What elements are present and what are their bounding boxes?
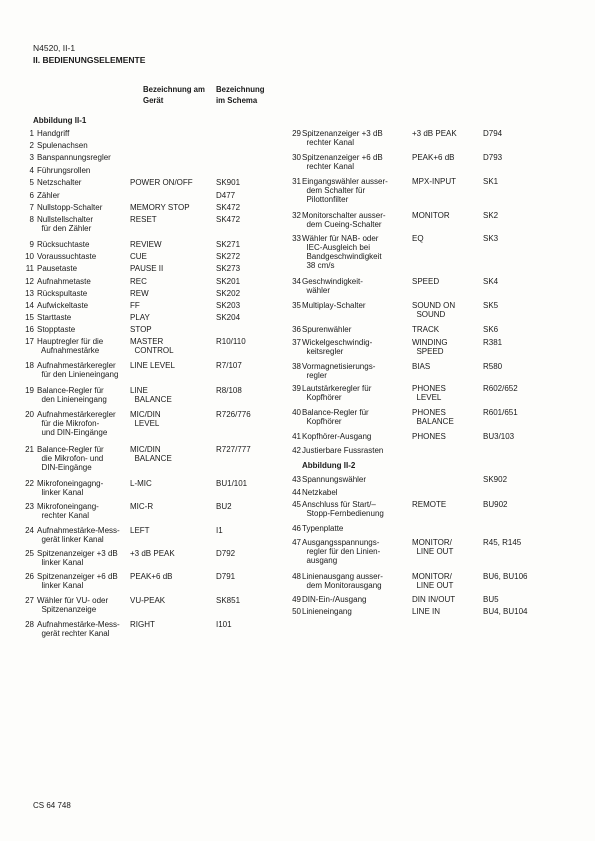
- item-device-label: MPX-INPUT: [412, 177, 456, 186]
- item-schema-label: R7/107: [216, 361, 242, 370]
- item-schema-label: SK5: [483, 301, 499, 310]
- column-header-device: Bezeichnung am Gerät: [143, 85, 205, 105]
- item-number: 1: [29, 129, 34, 138]
- item-description: Vormagnetisierungs- regler: [302, 362, 376, 380]
- item-description: Wickelgeschwindig- keitsregler: [302, 338, 373, 356]
- section-heading-figure-1: Abbildung II-1: [33, 116, 87, 125]
- item-schema-label: I101: [216, 620, 232, 629]
- item-description: DIN-Ein-/Ausgang: [302, 595, 367, 604]
- item-number: 33: [292, 234, 301, 243]
- item-description: Balance-Regler für Kopfhörer: [302, 408, 369, 426]
- item-number: 13: [25, 289, 34, 298]
- item-device-label: MIC/DIN LEVEL: [130, 410, 161, 428]
- item-description: Spurenwähler: [302, 325, 352, 334]
- item-description: Anschluss für Start/– Stopp-Fernbedienung: [302, 500, 384, 518]
- item-device-label: L-MIC: [130, 479, 152, 488]
- item-device-label: +3 dB PEAK: [130, 549, 175, 558]
- item-number: 4: [29, 166, 34, 175]
- item-schema-label: SK272: [216, 252, 241, 261]
- item-description: Wähler für NAB- oder IEC-Ausgleich bei Bandgeschwindigkeit 38 cm/s: [302, 234, 382, 270]
- item-device-label: EQ: [412, 234, 424, 243]
- item-schema-label: R8/108: [216, 386, 242, 395]
- item-schema-label: BU1/101: [216, 479, 248, 488]
- item-device-label: BIAS: [412, 362, 431, 371]
- item-number: 43: [292, 475, 301, 484]
- item-description: Aufnahmestärke-Mess- gerät rechter Kanal: [37, 620, 120, 638]
- item-description: Eingangswähler ausser- dem Schalter für Pilottonfilter: [302, 177, 388, 204]
- item-schema-label: SK3: [483, 234, 499, 243]
- item-description: Nullstellschalter für den Zähler: [37, 215, 94, 233]
- item-description: Aufnahmetaste: [37, 277, 91, 286]
- item-device-label: REMOTE: [412, 500, 447, 509]
- item-description: Nullstopp-Schalter: [37, 203, 103, 212]
- item-number: 12: [25, 277, 34, 286]
- item-number: 29: [292, 129, 301, 138]
- section-heading-figure-2: Abbildung II-2: [302, 461, 356, 470]
- item-description: Kopfhörer-Ausgang: [302, 432, 372, 441]
- item-number: 38: [292, 362, 301, 371]
- item-device-label: PEAK+6 dB: [130, 572, 173, 581]
- item-schema-label: BU2: [216, 502, 232, 511]
- item-schema-label: R580: [483, 362, 503, 371]
- item-number: 37: [292, 338, 301, 347]
- item-number: 35: [292, 301, 301, 310]
- item-schema-label: SK201: [216, 277, 241, 286]
- item-device-label: DIN IN/OUT: [412, 595, 456, 604]
- item-number: 31: [292, 177, 301, 186]
- item-number: 32: [292, 211, 301, 220]
- item-device-label: SPEED: [412, 277, 440, 286]
- item-description: Geschwindigkeit- wähler: [302, 277, 363, 295]
- item-device-label: TRACK: [412, 325, 440, 334]
- item-description: Spitzenanzeiger +3 dB linker Kanal: [37, 549, 118, 567]
- item-schema-label: BU902: [483, 500, 508, 509]
- item-schema-label: D792: [216, 549, 236, 558]
- item-description: Monitorschalter ausser- dem Cueing-Schalter: [302, 211, 386, 229]
- item-schema-label: BU4, BU104: [483, 607, 528, 616]
- item-description: Spitzenanzeiger +6 dB linker Kanal: [37, 572, 118, 590]
- item-device-label: MONITOR/ LINE OUT: [412, 572, 454, 590]
- item-number: 5: [29, 178, 34, 187]
- item-number: 21: [25, 445, 34, 454]
- item-schema-label: R381: [483, 338, 503, 347]
- item-schema-label: SK204: [216, 313, 241, 322]
- item-number: 11: [25, 264, 34, 273]
- item-schema-label: BU3/103: [483, 432, 515, 441]
- item-description: Stopptaste: [37, 325, 76, 334]
- item-description: Starttaste: [37, 313, 72, 322]
- item-device-label: PEAK+6 dB: [412, 153, 455, 162]
- item-schema-label: R726/776: [216, 410, 251, 419]
- item-device-label: +3 dB PEAK: [412, 129, 457, 138]
- item-description: Justierbare Fussrasten: [302, 446, 384, 455]
- item-number: 27: [25, 596, 34, 605]
- item-description: Ausgangsspannungs- regler für den Linien- ausgang: [302, 538, 381, 565]
- item-description: Spitzenanzeiger +3 dB rechter Kanal: [302, 129, 383, 147]
- item-device-label: MONITOR/ LINE OUT: [412, 538, 454, 556]
- item-number: 16: [25, 325, 34, 334]
- item-description: Pausetaste: [37, 264, 78, 273]
- item-description: Balance-Regler für den Linieneingang: [37, 386, 107, 404]
- item-schema-label: SK203: [216, 301, 241, 310]
- item-number: 45: [292, 500, 301, 509]
- item-device-label: RESET: [130, 215, 157, 224]
- item-schema-label: SK6: [483, 325, 499, 334]
- item-schema-label: SK851: [216, 596, 241, 605]
- item-number: 34: [292, 277, 301, 286]
- item-number: 7: [29, 203, 34, 212]
- item-description: Netzkabel: [302, 488, 338, 497]
- item-description: Aufnahmestärke-Mess- gerät linker Kanal: [37, 526, 120, 544]
- document-reference: N4520, II-1: [33, 43, 76, 53]
- item-number: 28: [25, 620, 34, 629]
- item-number: 39: [292, 384, 301, 393]
- item-description: Banspannungsregler: [37, 153, 111, 162]
- item-device-label: MONITOR: [412, 211, 450, 220]
- item-description: Balance-Regler für die Mikrofon- und DIN-Eingänge: [37, 445, 104, 472]
- item-schema-label: R10/110: [216, 337, 246, 346]
- item-device-label: POWER ON/OFF: [130, 178, 193, 187]
- item-description: Linieneingang: [302, 607, 352, 616]
- item-number: 17: [25, 337, 34, 346]
- item-description: Mikrofoneingagng- linker Kanal: [37, 479, 104, 497]
- item-description: Spannungswähler: [302, 475, 367, 484]
- item-schema-label: R45, R145: [483, 538, 522, 547]
- item-number: 40: [292, 408, 301, 417]
- item-device-label: LINE LEVEL: [130, 361, 175, 370]
- item-device-label: REVIEW: [130, 240, 162, 249]
- item-description: Mikrofoneingang- rechter Kanal: [37, 502, 99, 520]
- column-header-schema: Bezeichnung im Schema: [216, 85, 265, 105]
- item-description: Handgriff: [37, 129, 70, 138]
- item-number: 8: [29, 215, 34, 224]
- item-description: Zähler: [37, 191, 60, 200]
- item-schema-label: SK472: [216, 215, 241, 224]
- item-number: 20: [25, 410, 34, 419]
- item-schema-label: SK4: [483, 277, 499, 286]
- item-device-label: VU-PEAK: [130, 596, 166, 605]
- item-description: Multiplay-Schalter: [302, 301, 366, 310]
- item-description: Rücksuchtaste: [37, 240, 90, 249]
- item-schema-label: SK901: [216, 178, 241, 187]
- item-number: 23: [25, 502, 34, 511]
- item-device-label: LEFT: [130, 526, 150, 535]
- item-number: 14: [25, 301, 34, 310]
- item-schema-label: SK902: [483, 475, 508, 484]
- item-schema-label: R602/652: [483, 384, 518, 393]
- item-number: 44: [292, 488, 301, 497]
- item-device-label: FF: [130, 301, 140, 310]
- item-number: 26: [25, 572, 34, 581]
- item-number: 42: [292, 446, 301, 455]
- item-description: Typenplatte: [302, 524, 344, 533]
- item-schema-label: I1: [216, 526, 223, 535]
- item-device-label: CUE: [130, 252, 147, 261]
- item-schema-label: SK2: [483, 211, 499, 220]
- item-schema-label: SK273: [216, 264, 241, 273]
- item-device-label: MASTER CONTROL: [130, 337, 174, 355]
- item-number: 41: [292, 432, 301, 441]
- item-number: 24: [25, 526, 34, 535]
- item-schema-label: SK472: [216, 203, 241, 212]
- item-device-label: STOP: [130, 325, 152, 334]
- item-schema-label: R601/651: [483, 408, 518, 417]
- item-schema-label: SK202: [216, 289, 241, 298]
- item-device-label: SOUND ON SOUND: [412, 301, 456, 319]
- item-number: 50: [292, 607, 301, 616]
- item-device-label: REC: [130, 277, 147, 286]
- item-description: Linienausgang ausser- dem Monitorausgang: [302, 572, 383, 590]
- item-number: 49: [292, 595, 301, 604]
- item-description: Aufnahmestärkeregler für den Linieneingang: [37, 361, 119, 379]
- item-number: 22: [25, 479, 34, 488]
- item-description: Wähler für VU- oder Spitzenanzeige: [37, 596, 109, 614]
- item-number: 30: [292, 153, 301, 162]
- item-description: Spulenachsen: [37, 141, 88, 150]
- item-description: Führungsrollen: [37, 166, 91, 175]
- item-device-label: MIC/DIN BALANCE: [130, 445, 172, 463]
- item-schema-label: SK271: [216, 240, 241, 249]
- item-device-label: LINE BALANCE: [130, 386, 172, 404]
- item-number: 3: [29, 153, 34, 162]
- item-number: 18: [25, 361, 34, 370]
- item-description: Netzschalter: [37, 178, 82, 187]
- item-schema-label: SK1: [483, 177, 499, 186]
- item-description: Spitzenanzeiger +6 dB rechter Kanal: [302, 153, 383, 171]
- item-number: 36: [292, 325, 301, 334]
- item-schema-label: BU5: [483, 595, 499, 604]
- item-device-label: WINDING SPEED: [412, 338, 448, 356]
- item-number: 15: [25, 313, 34, 322]
- item-number: 47: [292, 538, 301, 547]
- item-description: Aufwickeltaste: [37, 301, 89, 310]
- item-number: 46: [292, 524, 301, 533]
- item-device-label: PHONES: [412, 432, 446, 441]
- page-title: II. BEDIENUNGSELEMENTE: [33, 55, 146, 65]
- item-number: 10: [25, 252, 34, 261]
- item-schema-label: D477: [216, 191, 236, 200]
- item-description: Aufnahmestärkeregler für die Mikrofon- und DIN-Eingänge: [37, 410, 116, 437]
- item-device-label: REW: [130, 289, 149, 298]
- item-description: Voraussuchtaste: [37, 252, 97, 261]
- item-description: Rückspultaste: [37, 289, 88, 298]
- item-device-label: MEMORY STOP: [130, 203, 190, 212]
- item-schema-label: R727/777: [216, 445, 251, 454]
- item-device-label: MIC-R: [130, 502, 154, 511]
- item-schema-label: BU6, BU106: [483, 572, 528, 581]
- item-description: Hauptregler für die Aufnahmestärke: [37, 337, 104, 355]
- item-device-label: PHONES LEVEL: [412, 384, 446, 402]
- item-number: 2: [29, 141, 34, 150]
- item-device-label: PAUSE II: [130, 264, 164, 273]
- item-device-label: PLAY: [130, 313, 150, 322]
- item-number: 9: [29, 240, 34, 249]
- item-number: 6: [29, 191, 34, 200]
- footer-code: CS 64 748: [33, 801, 71, 810]
- item-device-label: PHONES BALANCE: [412, 408, 454, 426]
- item-number: 19: [25, 386, 34, 395]
- item-number: 48: [292, 572, 301, 581]
- item-device-label: RIGHT: [130, 620, 155, 629]
- item-schema-label: D791: [216, 572, 236, 581]
- item-schema-label: D794: [483, 129, 503, 138]
- item-description: Lautstärkeregler für Kopfhörer: [302, 384, 372, 402]
- item-device-label: LINE IN: [412, 607, 441, 616]
- item-schema-label: D793: [483, 153, 503, 162]
- item-number: 25: [25, 549, 34, 558]
